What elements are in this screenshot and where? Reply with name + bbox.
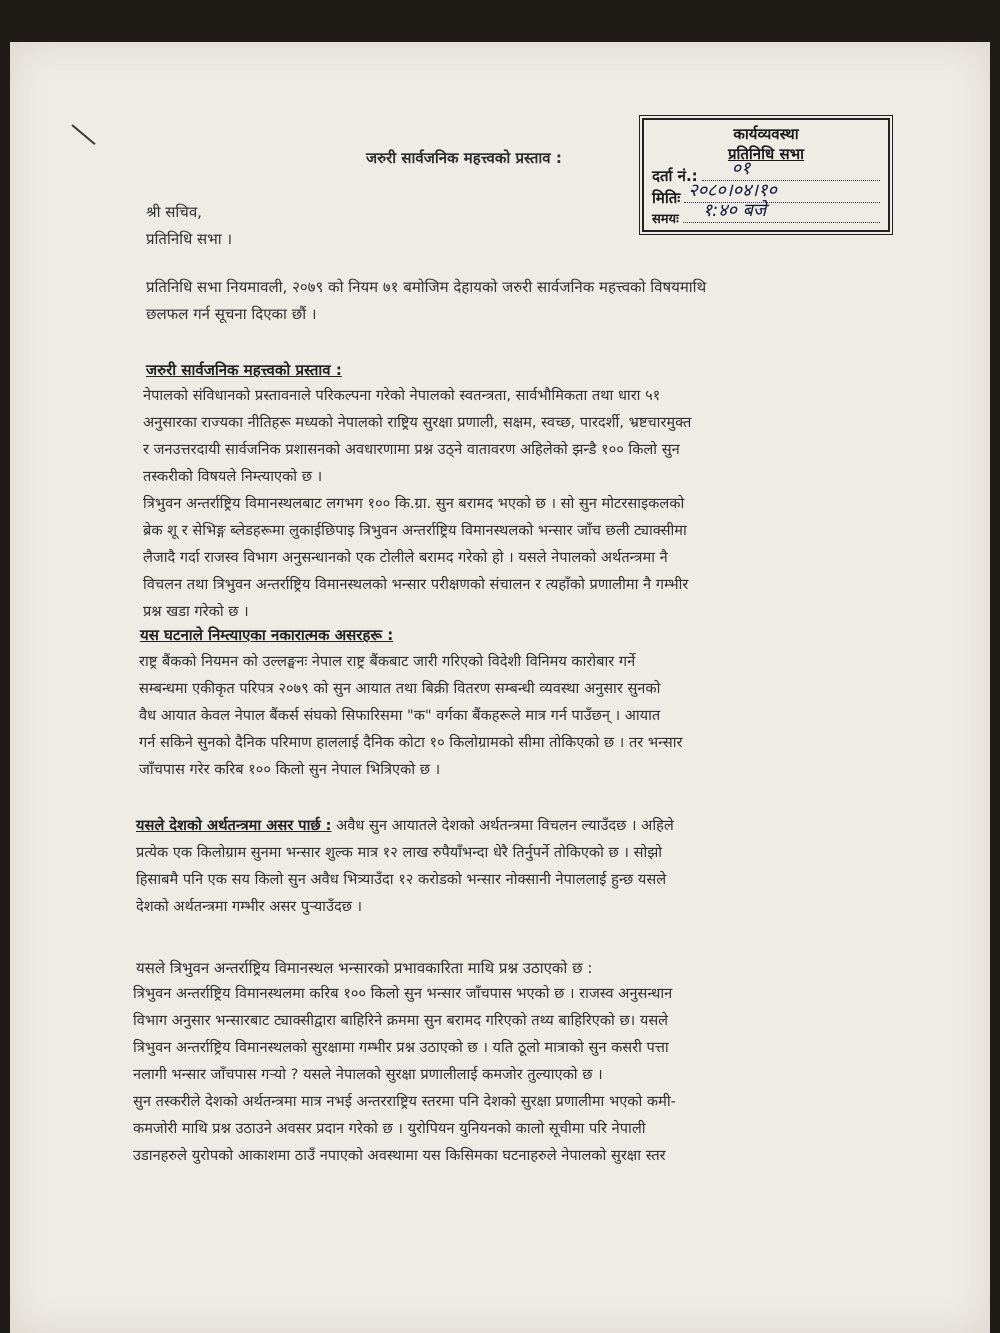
body-line: उडानहरुले युरोपको आकाशमा ठाउँ नपाएको अवस्थामा यस किसिमका घटनाहरुले नेपालको सुरक्षा स्तर: [133, 1147, 666, 1164]
section3-first-line: [136, 812, 674, 839]
body-line: कमजोरी माथि प्रश्न उठाउने अवसर प्रदान गरेको छ । युरोपियन युनियनको कालो सूचीमा परि नेपाली: [133, 1120, 646, 1137]
body-line: लैजादै गर्दा राजस्व विभाग अनुसन्धानको एक टोलीले बरामद गरेको हो । यसले नेपालको अर्थतन्त्रमा नै: [143, 549, 668, 566]
section3-heading: यसले देशको अर्थतन्त्रमा असर पार्छ :: [136, 817, 332, 834]
body-line: हिसाबमै पनि एक सय किलो सुन अवैध भित्र्याउँदा १२ करोडको भन्सार नोक्सानी नेपाललाई हुन्छ यसले: [136, 871, 667, 888]
body-line: गर्न सकिने सुनको दैनिक परिमाण हाललाई दैनिक कोटा १० किलोग्रामको सीमा तोकिएको छ । तर भन्सार: [139, 734, 683, 751]
address-line-1: श्री सचिव,: [146, 203, 202, 221]
stamp-reg-label: दर्ता नं.:: [652, 167, 698, 185]
intro-line: छलफल गर्न सूचना दिएका छौं ।: [146, 305, 317, 323]
section1-heading: जरुरी सार्वजनिक महत्त्वको प्रस्ताव :: [146, 361, 342, 379]
section2-body: [139, 648, 682, 783]
section4-body: [133, 980, 676, 1169]
body-line: सुन तस्करीले देशको अर्थतन्त्रमा मात्र नभई अन्तरराष्ट्रिय स्तरमा पनि देशको सुरक्षा प्रणालीमा भएको कमी-: [133, 1093, 676, 1110]
body-line: प्रश्न खडा गरेको छ ।: [143, 603, 249, 620]
section2-heading: यस घटनाले निम्त्याएका नकारात्मक असरहरू :: [140, 626, 394, 644]
body-line: जाँचपास गरेर करिब १०० किलो सुन नेपाल भित्रिएको छ ।: [139, 761, 441, 778]
body-line: सम्बन्धमा एकीकृत परिपत्र २०७९ को सुन आयात तथा बिक्री वितरण सम्बन्धी व्यवस्था अनुसार सुनको: [139, 680, 661, 697]
body-line: राष्ट्र बैंकको नियमन को उल्लङ्घनः नेपाल राष्ट्र बैंकबाट जारी गरिएको विदेशी विनिमय कारोबार गर्ने: [139, 653, 636, 670]
body-line: वैध आयात केवल नेपाल बैंकर्स संघको सिफारिसमा "क" वर्गका बैंकहरूले मात्र गर्न पाउँछन् । आयात: [139, 707, 661, 724]
body-line: ब्रेक शू र सेभिङ्ग ब्लेडहरूमा लुकाईछिपाइ त्रिभुवन अन्तर्राष्ट्रिय विमानस्थलको भन्सार जाँच छली ट्याक्सीमा: [143, 522, 687, 539]
stamp-reg-value: ०१: [731, 158, 751, 179]
body-line: तस्करीको विषयले निम्त्याएको छ ।: [143, 468, 323, 485]
intro-paragraph: [146, 274, 706, 328]
stamp-date-label: मितिः: [652, 189, 681, 207]
stamp-office: कार्यव्यवस्था: [733, 125, 799, 143]
page-title: जरुरी सार्वजनिक महत्त्वको प्रस्ताव :: [366, 149, 562, 167]
section3-body: [136, 812, 674, 920]
body-line: त्रिभुवन अन्तर्राष्ट्रिय विमानस्थलको सुरक्षामा गम्भीर प्रश्न उठाएको छ । यति ठूलो मात्राको सुन कसरी पत्ता: [133, 1039, 669, 1056]
body-line: अनुसारका राज्यका नीतिहरू मध्यको नेपालको राष्ट्रिय सुरक्षा प्रणाली, सक्षम, स्वच्छ, पारदर्शी, भ्रष्टचारमुक्त: [143, 414, 692, 431]
body-line: त्रिभुवन अन्तर्राष्ट्रिय विमानस्थलमा करिब १०० किलो सुन भन्सार जाँचपास भएको छ । राजस्व अनुसन्धान: [133, 985, 673, 1002]
section4-heading: यसले त्रिभुवन अन्तर्राष्ट्रिय विमानस्थल भन्सारको प्रभावकारिता माथि प्रश्न उठाएको छ :: [136, 959, 593, 977]
intro-line: प्रतिनिधि सभा नियमावली, २०७९ को नियम ७१ बमोजिम देहायको जरुरी सार्वजनिक महत्त्वको विषयमाथि: [146, 278, 707, 296]
address-line-2: प्रतिनिधि सभा ।: [146, 230, 233, 248]
body-line: अवैध सुन आयातले देशको अर्थतन्त्रमा विचलन ल्याउँदछ । अहिले: [331, 817, 674, 834]
stamp-time-value: १:४० बजे: [702, 200, 767, 221]
body-line: देशको अर्थतन्त्रमा गम्भीर असर पुर्‍याउँदछ ।: [136, 898, 363, 915]
body-line: विचलन तथा त्रिभुवन अन्तर्राष्ट्रिय विमानस्थलको भन्सार परीक्षणको संचालन र त्यहाँको प्रणालीमा नै गम्भीर: [143, 576, 689, 593]
stamp-date-value: २०८०।०४।१०: [688, 180, 777, 201]
pen-mark: [71, 124, 95, 145]
body-line: र जनउत्तरदायी सार्वजनिक प्रशासनको अवधारणामा प्रश्न उठ्ने वातावरण अहिलेको झन्डै १०० किलो सुन: [143, 441, 680, 458]
body-line: त्रिभुवन अन्तर्राष्ट्रिय विमानस्थलबाट लगभग १०० कि.ग्रा. सुन बरामद भएको छ । सो सुन मोटरसाइकलको: [143, 495, 685, 512]
stamp-house: प्रतिनिधि सभा: [727, 145, 805, 163]
body-line: नलागी भन्सार जाँचपास गर्‍यो ? यसले नेपालको सुरक्षा प्रणालीलाई कमजोर तुल्याएको छ ।: [133, 1066, 603, 1083]
registration-stamp: [642, 118, 890, 232]
body-line: नेपालको संविधानको प्रस्तावनाले परिकल्पना गरेको नेपालको स्वतन्त्रता, सार्वभौमिकता तथा धारा ५१: [143, 387, 661, 404]
body-line: विभाग अनुसार भन्सारबाट ट्याक्सीद्वारा बाहिरिने क्रममा सुन बरामद गरिएको तथ्य बाहिरिएको छ। यसले: [133, 1012, 669, 1029]
body-line: प्रत्येक एक किलोग्राम सुनमा भन्सार शुल्क मात्र १२ लाख रुपैयाँभन्दा धेरै तिर्नुपर्ने तोकिएको छ । सोझो: [136, 844, 663, 861]
stamp-time-row: [652, 200, 880, 227]
stamp-time-label: समयः: [652, 212, 679, 227]
section1-body: [143, 382, 691, 625]
